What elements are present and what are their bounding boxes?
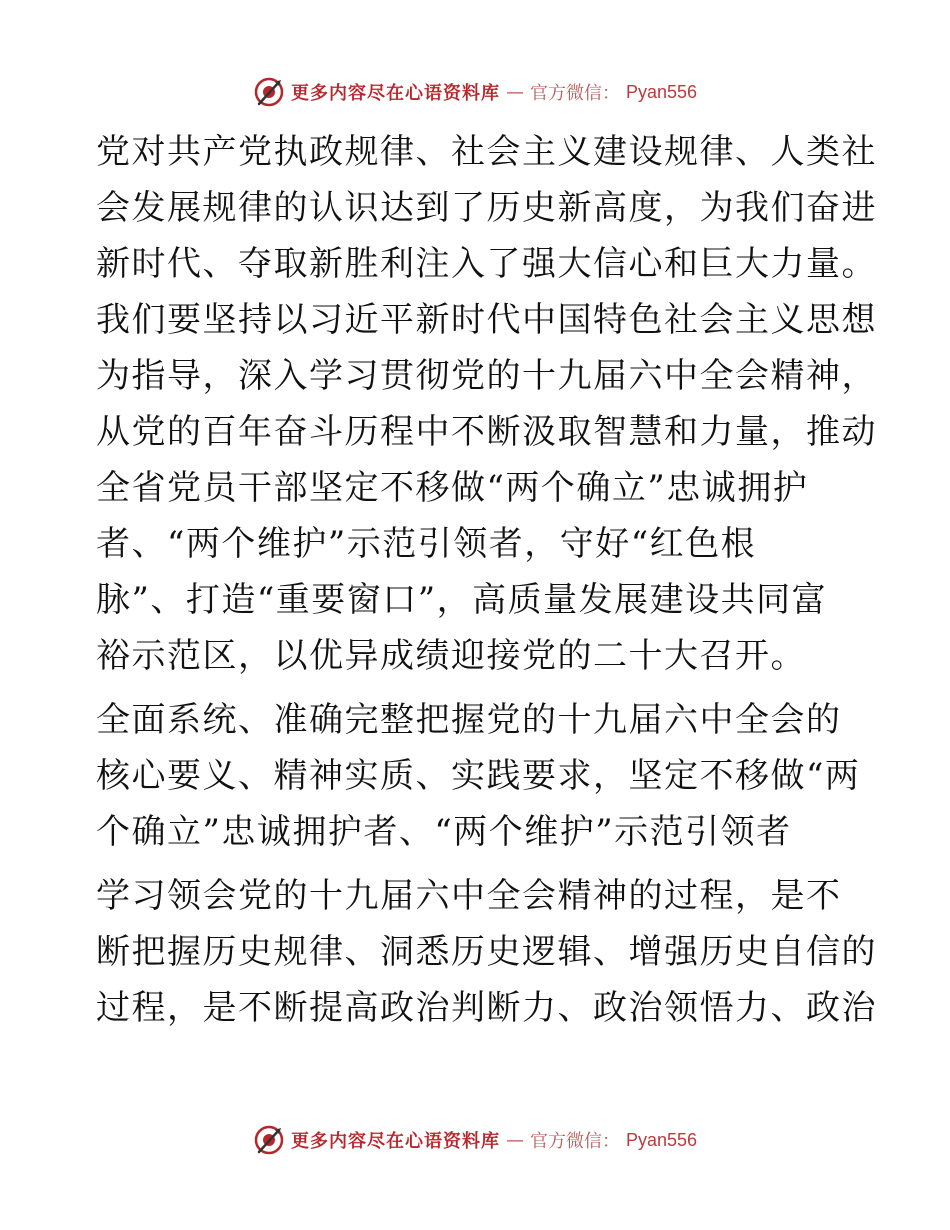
text-line: 新时代、夺取新胜利注入了强大信心和巨大力量。 [96,244,877,284]
text-line: 全面系统、准确完整把握党的十九届六中全会的 [96,700,842,740]
text-line: 会发展规律的认识达到了历史新高度，为我们奋进 [96,188,877,228]
watermark-wechat-label: 官方微信： [529,1131,620,1152]
text-line: 全省党员干部坚定不移做“两个确立”忠诚拥护 [96,468,809,508]
text-line: 过程，是不断提高政治判断力、政治领悟力、政治 [96,988,877,1028]
text-line: 党对共产党执政规律、社会主义建设规律、人类社 [96,132,877,172]
header-watermark [0,72,950,112]
text-line: 为指导，深入学习贯彻党的十九届六中全会精神， [96,356,877,396]
text-line: 我们要坚持以习近平新时代中国特色社会主义思想 [96,300,877,340]
quill-logo-icon [253,76,285,108]
watermark-separator: — [505,81,524,103]
text-line: 裕示范区，以优异成绩迎接党的二十大召开。 [96,636,806,676]
paragraph-1 [96,124,877,684]
paragraph-3 [96,868,877,1036]
watermark-wechat-label: 官方微信： [529,83,620,104]
footer-watermark [0,1120,950,1160]
watermark-main-text: 更多内容尽在心语资料库 [290,1131,500,1152]
text-line: 者、“两个维护”示范引领者，守好“红色根 [96,524,757,564]
paragraph-2-heading [96,692,861,860]
watermark-separator: — [505,1129,524,1151]
watermark-wechat-id: Pyan556 [625,81,698,102]
quill-logo-icon [253,1124,285,1156]
text-line: 核心要义、精神实质、实践要求，坚定不移做“两 [96,756,861,796]
text-line: 脉”、打造“重要窗口”，高质量发展建设共同富 [96,580,828,620]
watermark-main-text: 更多内容尽在心语资料库 [290,83,500,104]
text-line: 学习领会党的十九届六中全会精神的过程，是不 [96,876,842,916]
document-body [96,124,877,1036]
watermark-wechat-id: Pyan556 [625,1129,698,1150]
text-line: 从党的百年奋斗历程中不断汲取智慧和力量，推动 [96,412,877,452]
text-line: 个确立”忠诚拥护者、“两个维护”示范引领者 [96,812,792,852]
text-line: 断把握历史规律、洞悉历史逻辑、增强历史自信的 [96,932,877,972]
